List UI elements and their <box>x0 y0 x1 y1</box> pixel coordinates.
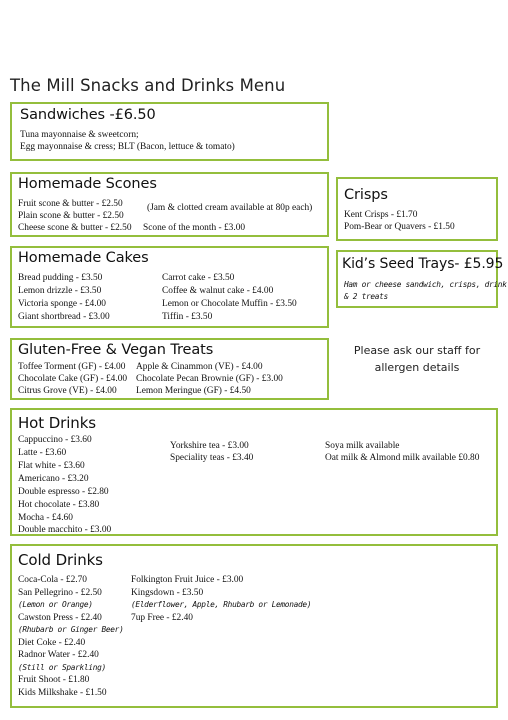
menu-item: Americano - £3.20 <box>18 474 89 484</box>
menu-title: The Mill Snacks and Drinks Menu <box>10 76 286 95</box>
milk-note: Oat milk & Almond milk available £0.80 <box>325 453 480 463</box>
menu-item: Hot chocolate - £3.80 <box>18 500 100 510</box>
menu-item: 7up Free - £2.40 <box>131 612 193 623</box>
menu-item: San Pellegrino - £2.50 <box>18 587 102 598</box>
hot-drinks-heading: Hot Drinks <box>18 414 96 432</box>
allergen-note <box>336 342 498 376</box>
menu-item: Double macchito - £3.00 <box>18 525 112 535</box>
flavour-note: (Lemon or Orange) <box>18 600 93 609</box>
sandwiches-line: Tuna mayonnaise & sweetcorn; <box>20 130 139 140</box>
menu-item: Chocolate Pecan Brownie (GF) - £3.00 <box>136 374 283 384</box>
menu-item: Lemon or Chocolate Muffin - £3.50 <box>162 299 297 309</box>
menu-item: Diet Coke - £2.40 <box>18 637 86 648</box>
menu-item: Chocolate Cake (GF) - £4.00 <box>18 374 128 384</box>
sandwiches-heading: Sandwiches -£6.50 <box>20 107 156 123</box>
menu-item: Coca-Cola - £2.70 <box>18 575 87 585</box>
cold-drinks-heading: Cold Drinks <box>18 551 103 569</box>
milk-note: Soya milk available <box>325 441 400 451</box>
allergen-note-line: allergen details <box>374 361 460 374</box>
menu-item: Kent Crisps - £1.70 <box>344 210 418 220</box>
menu-item: Lemon drizzle - £3.50 <box>18 286 102 296</box>
menu-item: Latte - £3.60 <box>18 448 67 458</box>
cakes-heading: Homemade Cakes <box>18 250 149 266</box>
menu-item: Yorkshire tea - £3.00 <box>170 441 249 451</box>
menu-item: Flat white - £3.60 <box>18 461 85 471</box>
menu-item: Kids Milkshake - £1.50 <box>18 687 107 698</box>
menu-item: Scone of the month - £3.00 <box>143 223 246 233</box>
kids-trays-heading: Kid’s Seed Trays- £5.95 <box>342 256 504 272</box>
menu-item: Carrot cake - £3.50 <box>162 273 235 283</box>
sandwiches-line: Egg mayonnaise & cress; BLT (Bacon, lettuce & tomato) <box>20 142 235 152</box>
jam-note: (Jam & clotted cream available at 80p each) <box>147 203 313 213</box>
menu-item: Citrus Grove (VE) - £4.00 <box>18 386 117 396</box>
flavour-note: (Rhubarb or Ginger Beer) <box>18 625 124 634</box>
menu-item: Fruit Shoot - £1.80 <box>18 675 90 685</box>
menu-item: Bread pudding - £3.50 <box>18 273 103 283</box>
crisps-heading: Crisps <box>344 187 388 203</box>
allergen-note-line: Please ask our staff for <box>353 344 481 357</box>
gluten-free-heading: Gluten-Free & Vegan Treats <box>18 342 214 358</box>
menu-item: Coffee & walnut cake - £4.00 <box>162 286 274 296</box>
menu-item: Cawston Press - £2.40 <box>18 612 102 623</box>
menu-item: Fruit scone & butter - £2.50 <box>18 199 123 209</box>
menu-item: Tiffin - £3.50 <box>162 312 213 322</box>
menu-item: Speciality teas - £3.40 <box>170 453 254 463</box>
menu-item: Radnor Water - £2.40 <box>18 650 99 660</box>
menu-item: Toffee Torment (GF) - £4.00 <box>18 362 126 372</box>
menu-item: Mocha - £4.60 <box>18 513 73 523</box>
menu-item: Cheese scone & butter - £2.50 <box>18 223 132 233</box>
menu-item: Folkington Fruit Juice - £3.00 <box>131 575 244 585</box>
kids-trays-description: Ham or cheese sandwich, crisps, drink <box>344 280 507 289</box>
menu-item: Double espresso - £2.80 <box>18 487 109 497</box>
menu-item: Victoria sponge - £4.00 <box>18 299 106 309</box>
scones-heading: Homemade Scones <box>18 176 157 192</box>
menu-item: Giant shortbread - £3.00 <box>18 312 110 322</box>
menu-item: Apple & Cinammon (VE) - £4.00 <box>136 362 263 372</box>
menu-item: Lemon Meringue (GF) - £4.50 <box>136 386 251 396</box>
flavour-note: (Elderflower, Apple, Rhubarb or Lemonade) <box>131 600 312 609</box>
menu-item: Kingsdown - £3.50 <box>131 587 204 598</box>
kids-trays-description: & 2 treats <box>344 292 388 301</box>
menu-item: Plain scone & butter - £2.50 <box>18 211 124 221</box>
flavour-note: (Still or Sparkling) <box>18 662 106 672</box>
menu-item: Cappuccino - £3.60 <box>18 435 92 445</box>
menu-item: Pom-Bear or Quavers - £1.50 <box>344 222 455 232</box>
